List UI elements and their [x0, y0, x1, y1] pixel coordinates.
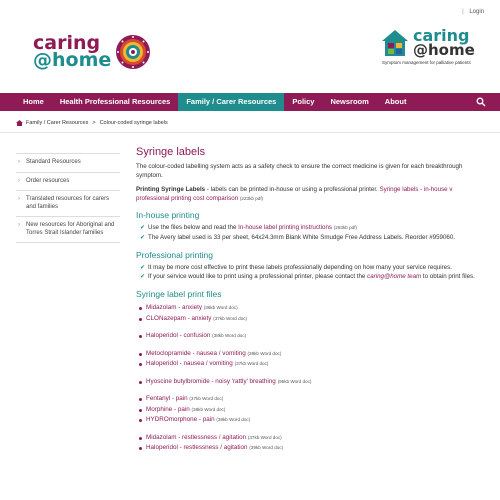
check-icon: ✔	[140, 234, 146, 241]
list-item	[136, 415, 486, 426]
bullet-icon	[139, 353, 142, 356]
sidebar-item-label: New resources for Aboriginal and Torres Strait Islander families	[26, 222, 115, 236]
chevron-right-icon: ›	[18, 177, 20, 184]
file-group	[136, 349, 486, 370]
list-item	[136, 349, 486, 360]
aboriginal-dot-art-icon	[115, 34, 151, 70]
file-download-link[interactable]: Haloperidol - restlessness / agitation	[146, 444, 248, 452]
printing-label: Printing Syringe Labels	[136, 186, 206, 193]
utility-separator: |	[462, 9, 464, 15]
file-group	[136, 303, 486, 324]
file-size: (37kb Word doc)	[189, 396, 224, 402]
main-content	[136, 146, 486, 454]
file-group	[136, 377, 486, 388]
file-download-link[interactable]: Fentanyl - pain	[146, 395, 188, 403]
bullet-icon	[139, 381, 142, 384]
sidebar-menu	[16, 153, 120, 243]
file-download-link[interactable]: Haloperidol - nausea / vomiting	[146, 360, 233, 368]
logo-wordmark	[33, 32, 112, 71]
file-size: (38kb Word doc)	[191, 406, 226, 412]
chevron-right-icon: ›	[18, 159, 20, 165]
sidebar-item-order-resources[interactable]	[16, 173, 120, 192]
list-item	[136, 433, 486, 444]
group-spacer	[136, 342, 486, 349]
inhouse-instructions-link[interactable]: In-house label printing instructions	[238, 224, 333, 231]
nav-family-carer-resources[interactable]: Family / Carer Resources	[178, 93, 284, 111]
nav-home[interactable]: Home	[23, 97, 44, 106]
logo-right-wordmark	[413, 28, 475, 58]
sidebar-item-label: Translated resources for carers and families	[26, 196, 110, 210]
logo-right-line2: @home	[413, 41, 475, 59]
file-download-link[interactable]: Metoclopramide - nausea / vomiting	[146, 349, 246, 357]
check-icon: ✔	[140, 264, 146, 271]
file-group	[136, 331, 486, 342]
group-spacer	[136, 426, 486, 433]
file-download-link[interactable]: Midazolam - anxiety	[146, 304, 202, 312]
list-item	[136, 359, 486, 370]
file-download-link[interactable]: Haloperidol - confusion	[146, 332, 211, 340]
bullet-icon	[139, 398, 142, 401]
logo-right-line1: caring	[413, 26, 470, 45]
professional-heading: Professional printing	[136, 249, 214, 260]
bullet-icon	[139, 409, 142, 412]
printing-text: - labels can be printed in-house or using a professional printer.	[205, 186, 380, 193]
nav-about[interactable]: About	[384, 97, 407, 106]
bullet-icon	[139, 335, 142, 338]
page-title: Syringe labels	[136, 146, 206, 158]
site-header	[0, 22, 500, 92]
file-download-link[interactable]: Hyoscine butylbromide - noisy 'rattly' breathing	[146, 377, 276, 385]
file-size: (37kb Word doc)	[247, 434, 282, 440]
print-files-heading: Syringe label print files	[136, 289, 222, 300]
sidebar-item-translated-resources[interactable]	[16, 191, 120, 217]
bullet-icon	[139, 419, 142, 422]
group-spacer	[136, 387, 486, 394]
inhouse-list	[136, 224, 486, 243]
chevron-right-icon: ›	[18, 222, 20, 228]
file-size: (36kb Word doc)	[203, 305, 238, 311]
bullet-icon	[139, 307, 142, 310]
search-icon[interactable]	[476, 97, 486, 107]
file-download-link[interactable]: CLONazepam - anxiety	[146, 314, 212, 322]
group-spacer	[136, 370, 486, 377]
header-divider	[0, 132, 500, 133]
list-item	[136, 264, 486, 273]
list-item	[136, 377, 486, 388]
file-size: (223kb pdf)	[239, 195, 264, 201]
print-files-list	[136, 303, 486, 454]
chevron-right-icon: ›	[18, 196, 20, 202]
bullet-icon	[139, 318, 142, 321]
breadcrumb-family-carer-resources[interactable]: Family / Carer Resources	[26, 120, 89, 126]
home-icon[interactable]	[16, 120, 23, 126]
list-item	[136, 234, 486, 243]
nav-newsroom[interactable]: Newsroom	[330, 97, 369, 106]
file-size: (38kb Word doc)	[212, 333, 247, 339]
caring-at-home-logo[interactable]	[33, 34, 151, 70]
list-item-text: The Avery label used is 33 per sheet, 64x24.3mm Blank White Smudge Free Address Labels. Reorder #959060.	[148, 233, 456, 241]
list-item	[136, 443, 486, 454]
file-group	[136, 394, 486, 426]
intro-paragraph: The colour-coded labelling system acts as a safety check to ensure the correct medicine is given for each breakthrough symptom.	[136, 163, 463, 179]
list-item-text: Use the files below and read the	[148, 224, 239, 231]
list-item-text: If your service would like to print using a professional printer, please contact the	[148, 273, 368, 281]
file-download-link[interactable]: Midazolam - restlessness / agitation	[146, 433, 247, 441]
contact-team-link[interactable]: caring@home team	[367, 273, 422, 281]
group-spacer	[136, 324, 486, 331]
breadcrumb	[16, 120, 168, 126]
bullet-icon	[139, 447, 142, 450]
sidebar-item-label: Order resources	[26, 177, 70, 184]
caring-at-home-symptom-logo[interactable]	[380, 28, 480, 65]
nav-health-professional-resources[interactable]: Health Professional Resources	[59, 97, 171, 106]
file-size: (37kb Word doc)	[234, 361, 269, 367]
house-icon	[380, 28, 410, 58]
file-size: (293kb pdf)	[333, 225, 358, 230]
list-item	[136, 303, 486, 314]
nav-policy[interactable]: Policy	[292, 97, 315, 106]
list-item	[136, 314, 486, 325]
cost-comparison-link[interactable]: Syringe labels - in-house v professional printing cost comparison	[136, 186, 453, 202]
list-item	[136, 331, 486, 342]
logo-wordmark-line1: caring	[33, 32, 101, 54]
sidebar-item-aboriginal-resources[interactable]	[16, 217, 120, 243]
logo-wordmark-line2: @home	[33, 49, 112, 71]
check-icon: ✔	[140, 225, 146, 231]
breadcrumb-separator: >	[92, 120, 96, 126]
login-link[interactable]: Login	[469, 9, 484, 15]
file-size: (39kb Word doc)	[247, 350, 282, 356]
list-item	[136, 224, 486, 233]
list-item-text: to obtain print files.	[421, 273, 475, 281]
inhouse-heading: In-house printing	[136, 210, 200, 220]
list-item	[136, 394, 486, 405]
logo-tagline: Symptom management for palliative patients	[382, 60, 471, 65]
list-item-text: It may be more cost effective to print these labels professionally depending on how many your service requires.	[148, 263, 452, 271]
breadcrumb-current: Colour-coded syringe labels	[99, 120, 168, 126]
main-navigation	[0, 93, 500, 111]
check-icon: ✔	[140, 274, 146, 281]
bullet-icon	[139, 363, 142, 366]
file-size: (38kb Word doc)	[216, 417, 251, 423]
sidebar-item-label: Standard Resources	[26, 159, 81, 165]
file-download-link[interactable]: Morphine - pain	[146, 405, 190, 413]
professional-list	[136, 264, 486, 283]
list-item	[136, 405, 486, 416]
sidebar-item-standard-resources[interactable]	[16, 154, 120, 173]
file-size: (95kb Word doc)	[277, 378, 312, 384]
printing-paragraph	[136, 186, 486, 203]
bullet-icon	[139, 437, 142, 440]
file-group	[136, 433, 486, 454]
file-size: (37kb Word doc)	[213, 315, 248, 321]
file-size: (39kb Word doc)	[249, 445, 284, 451]
file-download-link[interactable]: HYDROmorphone - pain	[146, 416, 215, 424]
utility-bar	[462, 9, 484, 15]
list-item	[136, 273, 486, 282]
